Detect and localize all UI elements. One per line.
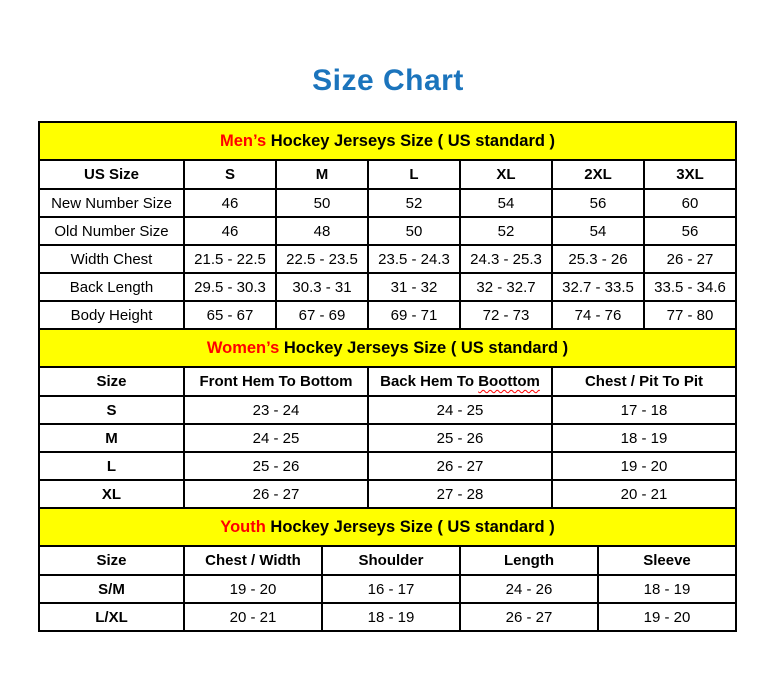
men-row-label: Back Length bbox=[39, 273, 184, 301]
men-value-cell: 54 bbox=[460, 189, 552, 217]
youth-column-header-3: Length bbox=[460, 546, 598, 575]
womens-column-header-row bbox=[39, 367, 736, 396]
men-row-label: Old Number Size bbox=[39, 217, 184, 245]
men-value-cell: 60 bbox=[644, 189, 736, 217]
men-value-cell: 32 - 32.7 bbox=[460, 273, 552, 301]
youth-row-label: S/M bbox=[39, 575, 184, 603]
women-table-row bbox=[39, 452, 736, 480]
men-value-cell: 24.3 - 25.3 bbox=[460, 245, 552, 273]
youth-row-label: L/XL bbox=[39, 603, 184, 631]
youth-section-rest: Hockey Jerseys Size ( US standard ) bbox=[265, 517, 555, 536]
women-value-cell: 20 - 21 bbox=[552, 480, 736, 508]
youth-value-cell: 18 - 19 bbox=[322, 603, 460, 631]
men-column-header-1: S bbox=[184, 160, 276, 189]
youth-column-header-row bbox=[39, 546, 736, 575]
women-value-cell: 23 - 24 bbox=[184, 396, 368, 424]
men-table-row bbox=[39, 273, 736, 301]
women-value-cell: 26 - 27 bbox=[368, 452, 552, 480]
men-value-cell: 54 bbox=[552, 217, 644, 245]
youth-column-header-2: Shoulder bbox=[322, 546, 460, 575]
women-column-header-3: Chest / Pit To Pit bbox=[552, 367, 736, 396]
men-value-cell: 50 bbox=[276, 189, 368, 217]
men-row-label: New Number Size bbox=[39, 189, 184, 217]
women-table-row bbox=[39, 424, 736, 452]
mens-section-highlight: Men’s bbox=[219, 131, 267, 150]
mens-size-table bbox=[38, 121, 737, 330]
page-title: Size Chart bbox=[312, 64, 464, 97]
youth-column-header-0: Size bbox=[39, 546, 184, 575]
youth-value-cell: 24 - 26 bbox=[460, 575, 598, 603]
women-value-cell: 24 - 25 bbox=[184, 424, 368, 452]
men-value-cell: 46 bbox=[184, 189, 276, 217]
men-row-label: Body Height bbox=[39, 301, 184, 329]
youth-column-header-1: Chest / Width bbox=[184, 546, 322, 575]
mens-section-rest: Hockey Jerseys Size ( US standard ) bbox=[266, 131, 556, 150]
women-table-row bbox=[39, 480, 736, 508]
women-value-cell: 25 - 26 bbox=[368, 424, 552, 452]
mens-section-title bbox=[39, 122, 736, 160]
women-table-row bbox=[39, 396, 736, 424]
youth-value-cell: 26 - 27 bbox=[460, 603, 598, 631]
youth-size-table bbox=[38, 507, 737, 632]
women-row-label: XL bbox=[39, 480, 184, 508]
women-value-cell: 19 - 20 bbox=[552, 452, 736, 480]
women-column-header-1: Front Hem To Bottom bbox=[184, 367, 368, 396]
womens-section-header-row bbox=[39, 329, 736, 367]
youth-table-row bbox=[39, 603, 736, 631]
youth-section-title bbox=[39, 508, 736, 546]
men-column-header-6: 3XL bbox=[644, 160, 736, 189]
womens-section-rest: Hockey Jerseys Size ( US standard ) bbox=[279, 338, 569, 357]
men-value-cell: 30.3 - 31 bbox=[276, 273, 368, 301]
men-value-cell: 56 bbox=[552, 189, 644, 217]
men-value-cell: 31 - 32 bbox=[368, 273, 460, 301]
men-value-cell: 67 - 69 bbox=[276, 301, 368, 329]
men-value-cell: 50 bbox=[368, 217, 460, 245]
women-value-cell: 25 - 26 bbox=[184, 452, 368, 480]
men-value-cell: 26 - 27 bbox=[644, 245, 736, 273]
men-value-cell: 52 bbox=[368, 189, 460, 217]
youth-value-cell: 16 - 17 bbox=[322, 575, 460, 603]
men-value-cell: 77 - 80 bbox=[644, 301, 736, 329]
men-value-cell: 22.5 - 23.5 bbox=[276, 245, 368, 273]
men-table-row bbox=[39, 245, 736, 273]
men-column-header-3: L bbox=[368, 160, 460, 189]
men-column-header-4: XL bbox=[460, 160, 552, 189]
youth-table-row bbox=[39, 575, 736, 603]
women-value-cell: 17 - 18 bbox=[552, 396, 736, 424]
men-column-header-5: 2XL bbox=[552, 160, 644, 189]
mens-column-header-row bbox=[39, 160, 736, 189]
women-value-cell: 24 - 25 bbox=[368, 396, 552, 424]
size-tables-container bbox=[38, 121, 735, 632]
men-column-header-2: M bbox=[276, 160, 368, 189]
youth-table-body bbox=[39, 575, 736, 631]
men-table-row bbox=[39, 189, 736, 217]
men-value-cell: 29.5 - 30.3 bbox=[184, 273, 276, 301]
men-value-cell: 32.7 - 33.5 bbox=[552, 273, 644, 301]
men-value-cell: 21.5 - 22.5 bbox=[184, 245, 276, 273]
women-value-cell: 27 - 28 bbox=[368, 480, 552, 508]
women-column-header-2: Back Hem To Boottom bbox=[368, 367, 552, 396]
mens-section-header-row bbox=[39, 122, 736, 160]
youth-section-highlight: Youth bbox=[220, 517, 266, 536]
womens-section-highlight: Women’s bbox=[206, 338, 280, 357]
men-value-cell: 65 - 67 bbox=[184, 301, 276, 329]
womens-size-table bbox=[38, 328, 737, 509]
men-value-cell: 74 - 76 bbox=[552, 301, 644, 329]
men-column-header-0: US Size bbox=[39, 160, 184, 189]
men-value-cell: 56 bbox=[644, 217, 736, 245]
mens-table-body bbox=[39, 189, 736, 329]
women-row-label: L bbox=[39, 452, 184, 480]
men-table-row bbox=[39, 301, 736, 329]
men-value-cell: 46 bbox=[184, 217, 276, 245]
women-value-cell: 18 - 19 bbox=[552, 424, 736, 452]
misspelled-word: Boottom bbox=[478, 373, 540, 390]
women-column-header-0: Size bbox=[39, 367, 184, 396]
youth-section-header-row bbox=[39, 508, 736, 546]
men-row-label: Width Chest bbox=[39, 245, 184, 273]
men-value-cell: 25.3 - 26 bbox=[552, 245, 644, 273]
women-value-cell: 26 - 27 bbox=[184, 480, 368, 508]
men-value-cell: 48 bbox=[276, 217, 368, 245]
youth-value-cell: 19 - 20 bbox=[184, 575, 322, 603]
men-value-cell: 33.5 - 34.6 bbox=[644, 273, 736, 301]
men-table-row bbox=[39, 217, 736, 245]
men-value-cell: 23.5 - 24.3 bbox=[368, 245, 460, 273]
men-value-cell: 69 - 71 bbox=[368, 301, 460, 329]
men-value-cell: 52 bbox=[460, 217, 552, 245]
womens-section-title bbox=[39, 329, 736, 367]
youth-value-cell: 20 - 21 bbox=[184, 603, 322, 631]
womens-table-body bbox=[39, 396, 736, 508]
youth-value-cell: 19 - 20 bbox=[598, 603, 736, 631]
women-row-label: S bbox=[39, 396, 184, 424]
youth-value-cell: 18 - 19 bbox=[598, 575, 736, 603]
men-value-cell: 72 - 73 bbox=[460, 301, 552, 329]
youth-column-header-4: Sleeve bbox=[598, 546, 736, 575]
women-row-label: M bbox=[39, 424, 184, 452]
